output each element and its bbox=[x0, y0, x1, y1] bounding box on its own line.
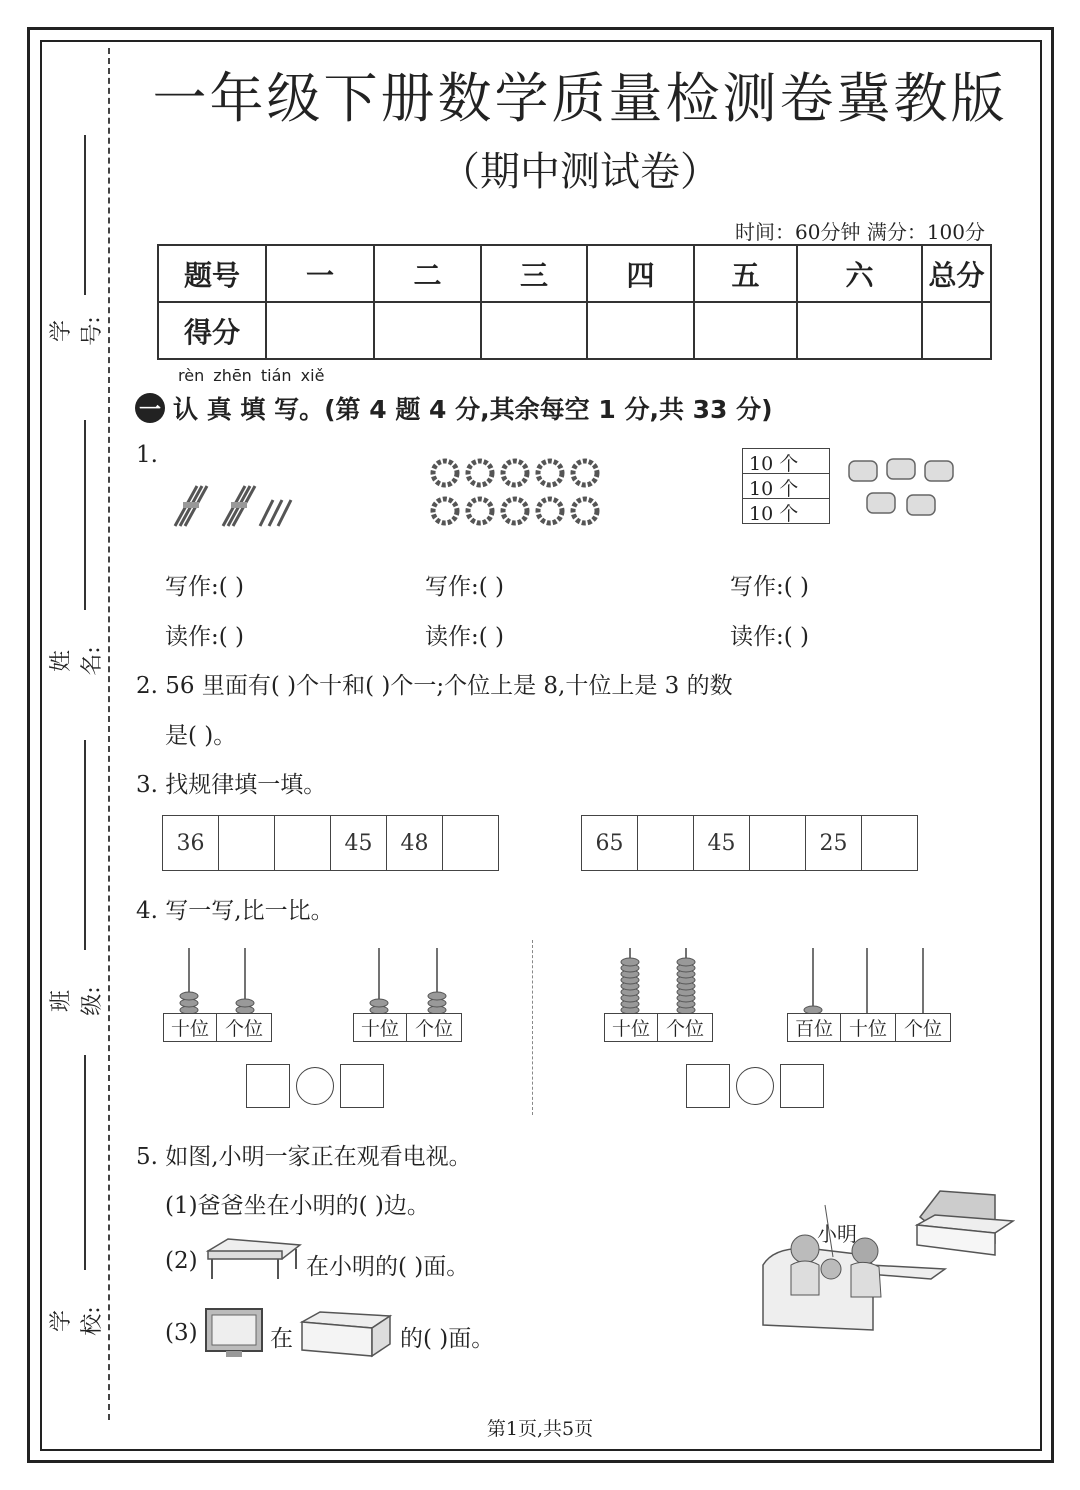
score-row-label: 得分 bbox=[158, 302, 266, 359]
place-tens: 十位 bbox=[164, 1014, 217, 1041]
score-cell[interactable] bbox=[587, 302, 694, 359]
place-value-labels bbox=[353, 1013, 462, 1042]
blank-line[interactable] bbox=[84, 740, 86, 950]
answer-box[interactable] bbox=[246, 1064, 290, 1108]
sharpener-icon bbox=[845, 455, 960, 525]
place-ones: 个位 bbox=[665, 1018, 704, 1040]
place-hundreds: 百位 bbox=[788, 1014, 841, 1041]
q1-write-c[interactable]: 写作:( ) bbox=[730, 574, 810, 600]
page-title: 一年级下册数学质量检测卷冀教版 bbox=[152, 67, 1008, 130]
score-header-cell: 四 bbox=[587, 245, 694, 302]
compare-circle[interactable] bbox=[296, 1067, 334, 1105]
family-watching-tv-illustration bbox=[755, 1185, 1015, 1335]
q5-part1[interactable]: (1)爸爸坐在小明的( )边。 bbox=[165, 1193, 430, 1219]
place-ones: 个位 bbox=[414, 1018, 453, 1040]
q3-label: 3. 找规律填一填。 bbox=[136, 772, 327, 798]
section-number-badge: 一 bbox=[135, 393, 165, 423]
score-table bbox=[157, 244, 992, 360]
section-pinyin: rèn zhēn tián xiě bbox=[178, 366, 325, 385]
score-cell[interactable] bbox=[694, 302, 797, 359]
side-label: 姓名: bbox=[49, 646, 105, 676]
seq-cell: 45 bbox=[331, 816, 387, 870]
q2-line2[interactable]: 是( )。 bbox=[165, 723, 237, 749]
seq-cell[interactable] bbox=[219, 816, 275, 870]
abacus-icon bbox=[787, 948, 949, 1014]
place-value-labels bbox=[787, 1013, 951, 1042]
box-label: 10 个 bbox=[749, 503, 799, 525]
score-header-cell: 三 bbox=[481, 245, 587, 302]
score-cell[interactable] bbox=[922, 302, 991, 359]
q5-part3-mid: 在 bbox=[270, 1326, 293, 1352]
q1-read-c[interactable]: 读作:( ) bbox=[730, 624, 810, 650]
compare-boxes-1 bbox=[246, 1064, 384, 1108]
binding-dash-line bbox=[108, 48, 110, 1420]
seq-cell: 48 bbox=[387, 816, 443, 870]
xiaoming-label: 小明 bbox=[817, 1222, 857, 1246]
bead-rings-icon bbox=[425, 455, 605, 530]
score-value-row bbox=[158, 302, 991, 359]
place-value-labels bbox=[163, 1013, 272, 1042]
blank-line[interactable] bbox=[84, 1055, 86, 1270]
q1-label: 1. bbox=[136, 442, 158, 468]
seq-cell: 25 bbox=[806, 816, 862, 870]
answer-box[interactable] bbox=[686, 1064, 730, 1108]
score-cell[interactable] bbox=[266, 302, 374, 359]
score-header-cell: 总分 bbox=[922, 245, 991, 302]
q5-part3-text[interactable]: 的( )面。 bbox=[400, 1326, 495, 1352]
stacked-boxes bbox=[742, 448, 830, 524]
place-ones: 个位 bbox=[903, 1018, 942, 1040]
seq-cell[interactable] bbox=[862, 816, 917, 870]
side-label: 班级: bbox=[49, 986, 105, 1016]
q5-part2-text[interactable]: 在小明的( )面。 bbox=[306, 1254, 470, 1280]
q5-part3-num: (3) bbox=[165, 1320, 198, 1346]
blank-line[interactable] bbox=[84, 135, 86, 295]
section-heading bbox=[135, 390, 773, 426]
seq-cell[interactable] bbox=[638, 816, 694, 870]
tea-table-icon bbox=[202, 1235, 302, 1285]
answer-box[interactable] bbox=[780, 1064, 824, 1108]
box-label: 10 个 bbox=[743, 474, 829, 499]
score-header-cell: 五 bbox=[694, 245, 797, 302]
seq-cell[interactable] bbox=[750, 816, 806, 870]
place-tens: 十位 bbox=[605, 1014, 658, 1041]
q3-sequence-2 bbox=[581, 815, 918, 871]
score-cell[interactable] bbox=[481, 302, 587, 359]
q2-line1[interactable]: 2. 56 里面有( )个十和( )个一;个位上是 8,十位上是 3 的数 bbox=[136, 673, 733, 699]
q5-part2-num: (2) bbox=[165, 1248, 198, 1274]
place-value-labels bbox=[604, 1013, 713, 1042]
place-tens: 十位 bbox=[354, 1014, 407, 1041]
time-info: 时间：60分钟 满分：100分 bbox=[735, 220, 985, 244]
seq-cell[interactable] bbox=[275, 816, 331, 870]
seq-cell: 36 bbox=[163, 816, 219, 870]
abacus-icon bbox=[163, 948, 273, 1014]
compare-boxes-2 bbox=[686, 1064, 824, 1108]
q1-read-b[interactable]: 读作:( ) bbox=[425, 624, 505, 650]
tv-icon bbox=[202, 1305, 266, 1363]
score-cell[interactable] bbox=[374, 302, 481, 359]
q1-read-a[interactable]: 读作:( ) bbox=[165, 624, 245, 650]
q5-label: 5. 如图,小明一家正在观看电视。 bbox=[136, 1144, 472, 1170]
sticks-bundle-icon bbox=[165, 478, 305, 533]
score-header-cell: 六 bbox=[797, 245, 922, 302]
abacus-icon bbox=[604, 948, 714, 1014]
seq-cell[interactable] bbox=[443, 816, 498, 870]
box-label: 10 个 bbox=[743, 449, 829, 474]
score-header-cell: 一 bbox=[266, 245, 374, 302]
side-label: 学号: bbox=[49, 316, 105, 346]
compare-circle[interactable] bbox=[736, 1067, 774, 1105]
q4-label: 4. 写一写,比一比。 bbox=[136, 898, 334, 924]
score-header-row bbox=[158, 245, 991, 302]
score-cell[interactable] bbox=[797, 302, 922, 359]
page-subtitle: （期中测试卷） bbox=[440, 149, 720, 195]
tv-cabinet-icon bbox=[298, 1310, 394, 1362]
section-title: 认 真 填 写。(第 4 题 4 分,其余每空 1 分,共 33 分) bbox=[173, 395, 773, 424]
answer-box[interactable] bbox=[340, 1064, 384, 1108]
score-header-cell: 二 bbox=[374, 245, 481, 302]
score-header-cell: 题号 bbox=[158, 245, 266, 302]
place-ones: 个位 bbox=[224, 1018, 263, 1040]
q3-sequence-1 bbox=[162, 815, 499, 871]
q1-write-a[interactable]: 写作:( ) bbox=[165, 574, 245, 600]
divider-dashed bbox=[532, 940, 533, 1115]
blank-line[interactable] bbox=[84, 420, 86, 610]
place-tens: 十位 bbox=[841, 1014, 896, 1041]
side-label: 学校: bbox=[49, 1306, 105, 1336]
q1-write-b[interactable]: 写作:( ) bbox=[425, 574, 505, 600]
seq-cell: 45 bbox=[694, 816, 750, 870]
seq-cell: 65 bbox=[582, 816, 638, 870]
page-footer: 第1页,共5页 bbox=[486, 1418, 594, 1440]
abacus-icon bbox=[353, 948, 463, 1014]
